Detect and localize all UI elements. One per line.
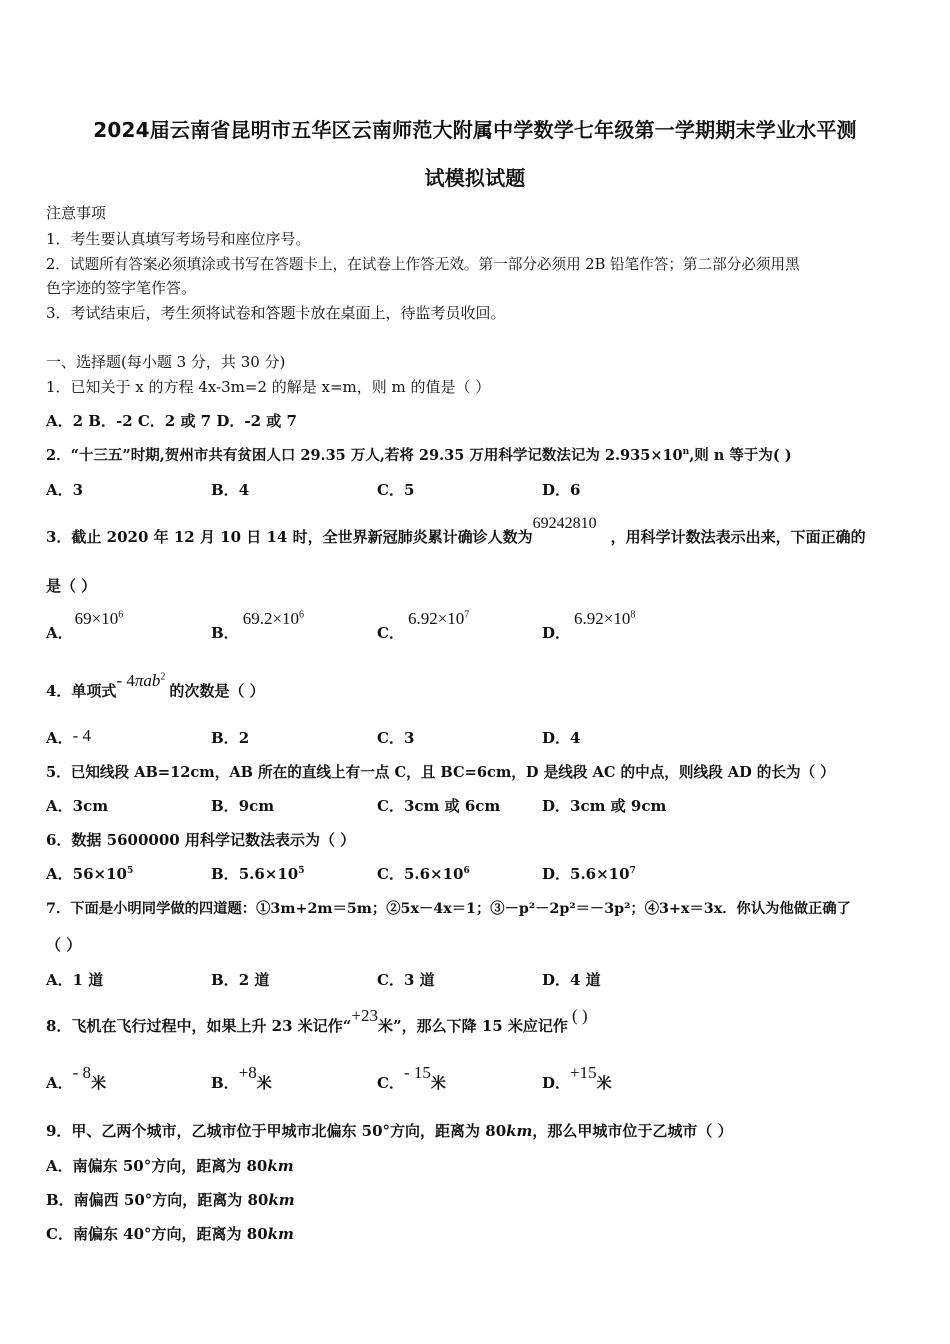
question-3-options xyxy=(46,609,916,654)
option-d: D．6 xyxy=(542,481,581,499)
option-a: A．- 4 xyxy=(46,726,92,747)
exam-title-line2: 试模拟试题 xyxy=(424,166,526,190)
section-heading: 一、选择题(每小题 3 分，共 30 分) xyxy=(46,353,286,371)
option-c: C．3 xyxy=(377,729,415,747)
confirmed-cases-number: 69242810 xyxy=(532,515,597,532)
notice-item-1: 1．考生要认真填写考场号和座位序号。 xyxy=(46,230,311,248)
option-c: C．3cm 或 6cm xyxy=(377,797,501,815)
notice-heading: 注意事项 xyxy=(46,204,107,222)
question-2-options xyxy=(46,479,916,519)
option-b: B．$5.6\times 10^5$ xyxy=(211,865,305,883)
question-9-option-b: B．南偏西 50°方向，距离为 80km xyxy=(46,1191,295,1209)
question-1-stem: 1．已知关于 x 的方程 4x-3m=2 的解是 x=m，则 m 的值是（ ） xyxy=(46,378,491,396)
option-c: C．$5.6\times 10^6$ xyxy=(377,865,470,883)
option-d: D．3cm 或 9cm xyxy=(542,797,667,815)
option-d: D．+15米 xyxy=(542,1063,612,1092)
question-7-options xyxy=(46,969,916,1009)
monomial-expression: - 4πab$^2$ xyxy=(116,671,166,690)
question-4-stem: 4．单项式- 4πab$^2$的次数是（ ） xyxy=(46,671,265,700)
question-2-stem: 2．“十三五”时期,贺州市共有贫困人口 29.35 万人,若将 29.35 万用科学记数法记为 $2.935\times 10^n$,则 n 等于为( ) xyxy=(46,447,792,464)
option-b: B．4 xyxy=(211,481,250,499)
option-d: D．$6.92\times 10^8$ xyxy=(542,609,636,642)
option-c: C．5 xyxy=(377,481,415,499)
option-b: B．9cm xyxy=(211,797,275,815)
question-5-stem: 5．已知线段 AB=12cm，AB 所在的直线上有一点 C，且 BC=6cm，D 是线段 AC 的中点，则线段 AD 的长为（ ） xyxy=(46,764,835,781)
option-a: A．$56\times 10^5$ xyxy=(46,865,134,883)
question-8-options xyxy=(46,1063,916,1112)
option-b: B．$69.2\times 10^6$ xyxy=(211,609,305,642)
option-a: A．3cm xyxy=(46,797,109,815)
question-9-stem: 9．甲、乙两个城市，乙城市位于甲城市北偏东 50°方向，距离为 80km，那么甲城市位于乙城市（ ） xyxy=(46,1122,733,1140)
question-6-options xyxy=(46,863,916,903)
option-b: B．2 xyxy=(211,729,250,747)
question-1-options: A．2 B．-2 C．2 或 7 D．-2 或 7 xyxy=(46,412,297,430)
option-d: D．$5.6\times 10^7$ xyxy=(542,865,636,883)
option-c: C．- 15米 xyxy=(377,1063,446,1092)
option-d: D．4 道 xyxy=(542,971,601,989)
question-7-stem-cont: （ ） xyxy=(46,936,82,954)
option-b: B．2 道 xyxy=(211,971,270,989)
option-c: C．$6.92\times 10^7$ xyxy=(377,609,470,642)
question-6-stem: 6．数据 5600000 用科学记数法表示为（ ） xyxy=(46,831,356,849)
option-a: A．1 道 xyxy=(46,971,104,989)
question-3-stem-cont: 是（ ） xyxy=(46,577,97,595)
altitude-value: +23 xyxy=(351,1006,378,1025)
notice-item-3: 3．考试结束后，考生须将试卷和答题卡放在桌面上，待监考员收回。 xyxy=(46,304,506,322)
option-c: C．3 道 xyxy=(377,971,435,989)
notice-item-2-cont: 色字迹的签字笔作答。 xyxy=(46,279,197,297)
question-8-stem: 8．飞机在飞行过程中，如果上升 23 米记作“+23米”，那么下降 15 米应记作( ) xyxy=(46,1006,588,1035)
option-b: B．+8米 xyxy=(211,1063,272,1092)
question-9-option-a: A．南偏东 50°方向，距离为 80km xyxy=(46,1157,294,1175)
exam-title-line1: 2024届云南省昆明市五华区云南师范大附属中学数学七年级第一学期期末学业水平测 xyxy=(93,118,857,142)
question-3-stem: 3．截止 2020 年 12 月 10 日 14 时，全世界新冠肺炎累计确诊人数为69242810，用科学计数法表示出来，下面正确的 xyxy=(46,515,866,546)
option-a: A．3 xyxy=(46,481,84,499)
notice-item-2: 2．试题所有答案必须填涂或书写在答题卡上，在试卷上作答无效。第一部分必须用 2B 铅笔作答；第二部分必须用黑 xyxy=(46,256,800,273)
option-a: A．$69\times 10^6$ xyxy=(46,609,124,642)
question-9-option-c: C．南偏东 40°方向，距离为 80km xyxy=(46,1225,294,1243)
option-a: A．- 8米 xyxy=(46,1063,107,1092)
question-7-stem: 7．下面是小明同学做的四道题：①3m+2m＝5m；②5x－4x＝1；③－p²－2p²＝－3p²；④3+x＝3x．你认为他做正确了 xyxy=(46,901,851,917)
option-d: D．4 xyxy=(542,729,581,747)
